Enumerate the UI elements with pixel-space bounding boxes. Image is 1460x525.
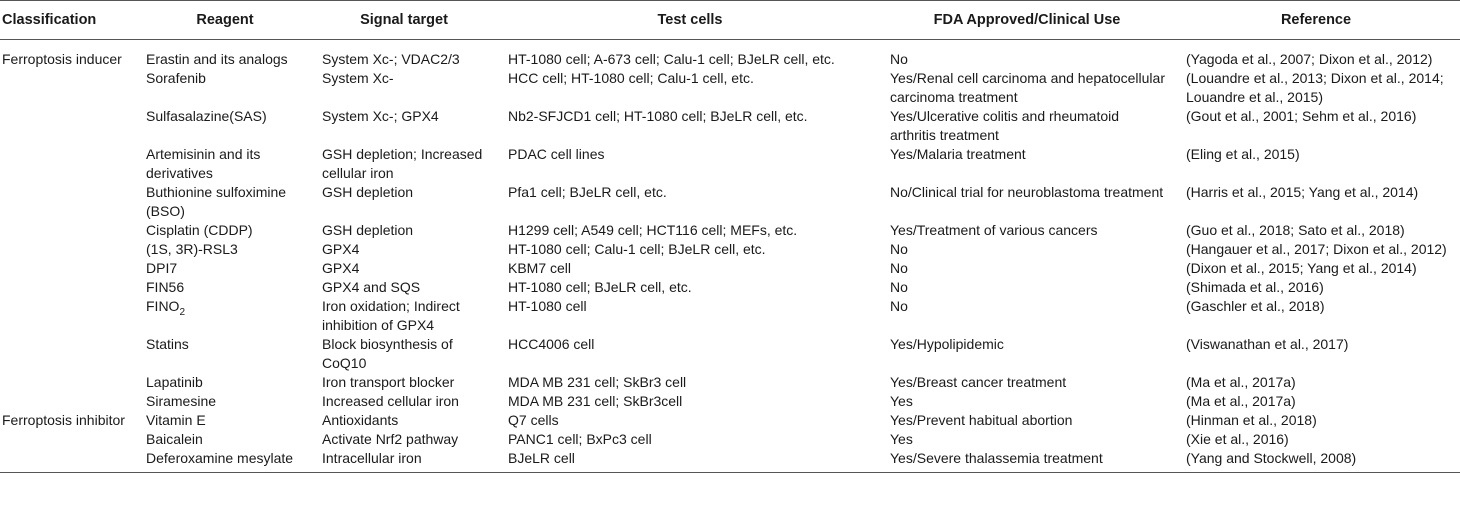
table-row: [0, 240, 1460, 259]
classification-cell: [0, 145, 140, 183]
test-cells-cell: [498, 40, 882, 70]
reagent-cell-text: Artemisinin and its derivatives: [146, 146, 261, 181]
fda-clinical-use-cell-text: No: [890, 260, 908, 276]
reference-cell: [1172, 411, 1460, 430]
test-cells-cell-text: Nb2-SFJCD1 cell; HT-1080 cell; BJeLR cell, etc.: [508, 108, 808, 124]
reference-cell-text: (Hangauer et al., 2017; Dixon et al., 2012): [1186, 241, 1447, 257]
reference-cell: [1172, 430, 1460, 449]
reference-cell: [1172, 335, 1460, 373]
signal-target-cell-text: GPX4 and SQS: [322, 279, 421, 295]
reference-cell: [1172, 297, 1460, 335]
header-row: [0, 1, 1460, 40]
fda-clinical-use-cell-text: No: [890, 51, 908, 67]
reagent-cell: [140, 221, 310, 240]
signal-target-cell: [310, 259, 498, 278]
table-row: [0, 183, 1460, 221]
header-classification: Classification: [0, 1, 140, 40]
classification-cell: [0, 221, 140, 240]
reference-cell-text: (Viswanathan et al., 2017): [1186, 336, 1349, 352]
reagent-subscript: 2: [179, 306, 186, 318]
reference-cell: [1172, 183, 1460, 221]
fda-clinical-use-cell: [882, 335, 1172, 373]
test-cells-cell-text: BJeLR cell: [508, 450, 575, 466]
reagent-cell: [140, 278, 310, 297]
table-row: [0, 107, 1460, 145]
reference-cell-text: (Yagoda et al., 2007; Dixon et al., 2012): [1186, 51, 1433, 67]
classification-cell: [0, 40, 140, 70]
header-reference: Reference: [1172, 1, 1460, 40]
fda-clinical-use-cell-text: No: [890, 279, 908, 295]
test-cells-cell-text: HCC4006 cell: [508, 336, 595, 352]
reference-cell-text: (Xie et al., 2016): [1186, 431, 1289, 447]
test-cells-cell: [498, 69, 882, 107]
test-cells-cell: [498, 335, 882, 373]
fda-clinical-use-cell: [882, 430, 1172, 449]
classification-cell: [0, 240, 140, 259]
reagent-cell-text: DPI7: [146, 260, 178, 276]
header-fda-clinical-use: FDA Approved/Clinical Use: [882, 1, 1172, 40]
reagent-cell: [140, 69, 310, 107]
fda-clinical-use-cell: [882, 278, 1172, 297]
reagent-cell-text: Cisplatin (CDDP): [146, 222, 253, 238]
table-header: [0, 1, 1460, 40]
test-cells-cell: [498, 392, 882, 411]
fda-clinical-use-cell-text: Yes/Ulcerative colitis and rheumatoid arthritis treatment: [890, 108, 1120, 143]
signal-target-cell-text: Increased cellular iron: [322, 393, 459, 409]
table-row: [0, 430, 1460, 449]
test-cells-cell-text: H1299 cell; A549 cell; HCT116 cell; MEFs, etc.: [508, 222, 798, 238]
classification-cell: [0, 107, 140, 145]
test-cells-cell-text: PANC1 cell; BxPc3 cell: [508, 431, 652, 447]
signal-target-cell: [310, 240, 498, 259]
fda-clinical-use-cell-text: No: [890, 241, 908, 257]
reference-cell-text: (Louandre et al., 2013; Dixon et al., 2014; Louandre et al., 2015): [1186, 70, 1444, 105]
signal-target-cell: [310, 430, 498, 449]
reagent-cell-text: Sulfasalazine(SAS): [146, 108, 267, 124]
reference-cell: [1172, 278, 1460, 297]
table-row: [0, 297, 1460, 335]
table-row: [0, 411, 1460, 430]
classification-cell: [0, 430, 140, 449]
reference-cell: [1172, 145, 1460, 183]
reagent-cell-text: Deferoxamine mesylate: [146, 450, 294, 466]
fda-clinical-use-cell-text: Yes/Breast cancer treatment: [890, 374, 1067, 390]
reference-cell: [1172, 221, 1460, 240]
signal-target-cell-text: GPX4: [322, 260, 360, 276]
signal-target-cell: [310, 278, 498, 297]
reagent-cell: [140, 40, 310, 70]
fda-clinical-use-cell: [882, 411, 1172, 430]
test-cells-cell-text: HCC cell; HT-1080 cell; Calu-1 cell, etc.: [508, 70, 754, 86]
reference-cell-text: (Guo et al., 2018; Sato et al., 2018): [1186, 222, 1405, 238]
signal-target-cell-text: GSH depletion; Increased cellular iron: [322, 146, 483, 181]
fda-clinical-use-cell: [882, 221, 1172, 240]
signal-target-cell: [310, 145, 498, 183]
table-body: [0, 40, 1460, 473]
header-signal-target: Signal target: [310, 1, 498, 40]
test-cells-cell-text: HT-1080 cell; BJeLR cell, etc.: [508, 279, 692, 295]
reagent-cell: [140, 297, 310, 335]
test-cells-cell-text: MDA MB 231 cell; SkBr3 cell: [508, 374, 687, 390]
signal-target-cell-text: Iron transport blocker: [322, 374, 455, 390]
reagent-cell: [140, 449, 310, 473]
signal-target-cell-text: Activate Nrf2 pathway: [322, 431, 459, 447]
reference-cell-text: (Gaschler et al., 2018): [1186, 298, 1325, 314]
signal-target-cell: [310, 449, 498, 473]
table-row: [0, 221, 1460, 240]
fda-clinical-use-cell-text: Yes: [890, 431, 913, 447]
reagent-cell-text: Vitamin E: [146, 412, 206, 428]
signal-target-cell: [310, 335, 498, 373]
reagent-cell-text: Buthionine sulfoximine (BSO): [146, 184, 287, 219]
table-row: [0, 449, 1460, 473]
reagent-cell-text: Statins: [146, 336, 189, 352]
fda-clinical-use-cell: [882, 297, 1172, 335]
table-row: [0, 335, 1460, 373]
reagent-cell-text: FINO: [146, 298, 180, 314]
test-cells-cell-text: HT-1080 cell; A-673 cell; Calu-1 cell; BJeLR cell, etc.: [508, 51, 835, 67]
reference-cell-text: (Dixon et al., 2015; Yang et al., 2014): [1186, 260, 1417, 276]
test-cells-cell: [498, 411, 882, 430]
classification-cell: [0, 69, 140, 107]
test-cells-cell: [498, 240, 882, 259]
test-cells-cell-text: PDAC cell lines: [508, 146, 605, 162]
fda-clinical-use-cell-text: No/Clinical trial for neuroblastoma treatment: [890, 184, 1164, 200]
header-test-cells: Test cells: [498, 1, 882, 40]
fda-clinical-use-cell-text: Yes/Severe thalassemia treatment: [890, 450, 1103, 466]
signal-target-cell: [310, 183, 498, 221]
signal-target-cell-text: GPX4: [322, 241, 360, 257]
reagent-cell: [140, 411, 310, 430]
classification-cell: [0, 335, 140, 373]
table-row: [0, 259, 1460, 278]
signal-target-cell-text: Antioxidants: [322, 412, 399, 428]
fda-clinical-use-cell-text: Yes: [890, 393, 913, 409]
fda-clinical-use-cell-text: Yes/Malaria treatment: [890, 146, 1026, 162]
test-cells-cell: [498, 430, 882, 449]
classification-cell: [0, 183, 140, 221]
classification-cell: [0, 449, 140, 473]
classification-cell-text: Ferroptosis inhibitor: [2, 412, 125, 428]
reference-cell: [1172, 259, 1460, 278]
fda-clinical-use-cell: [882, 259, 1172, 278]
fda-clinical-use-cell: [882, 449, 1172, 473]
reference-cell-text: (Yang and Stockwell, 2008): [1186, 450, 1357, 466]
fda-clinical-use-cell-text: Yes/Renal cell carcinoma and hepatocellular carcinoma treatment: [890, 70, 1165, 105]
fda-clinical-use-cell: [882, 145, 1172, 183]
reagent-cell-text: Siramesine: [146, 393, 217, 409]
reagent-cell-text: Baicalein: [146, 431, 203, 447]
test-cells-cell: [498, 259, 882, 278]
reference-cell-text: (Hinman et al., 2018): [1186, 412, 1317, 428]
reference-cell-text: (Harris et al., 2015; Yang et al., 2014): [1186, 184, 1419, 200]
table-row: [0, 392, 1460, 411]
reference-cell: [1172, 449, 1460, 473]
reference-cell-text: (Gout et al., 2001; Sehm et al., 2016): [1186, 108, 1417, 124]
classification-cell: [0, 373, 140, 392]
test-cells-cell: [498, 145, 882, 183]
fda-clinical-use-cell-text: No: [890, 298, 908, 314]
classification-cell: [0, 411, 140, 430]
fda-clinical-use-cell-text: Yes/Treatment of various cancers: [890, 222, 1098, 238]
test-cells-cell: [498, 297, 882, 335]
signal-target-cell: [310, 297, 498, 335]
test-cells-cell-text: KBM7 cell: [508, 260, 572, 276]
fda-clinical-use-cell-text: Yes/Hypolipidemic: [890, 336, 1004, 352]
fda-clinical-use-cell: [882, 69, 1172, 107]
fda-clinical-use-cell: [882, 107, 1172, 145]
table-row: [0, 145, 1460, 183]
fda-clinical-use-cell: [882, 240, 1172, 259]
classification-cell-text: Ferroptosis inducer: [2, 51, 122, 67]
signal-target-cell: [310, 221, 498, 240]
test-cells-cell-text: Q7 cells: [508, 412, 559, 428]
reference-cell: [1172, 107, 1460, 145]
reference-cell: [1172, 69, 1460, 107]
classification-cell: [0, 392, 140, 411]
signal-target-cell-text: Block biosynthesis of CoQ10: [322, 336, 453, 371]
table-row: [0, 69, 1460, 107]
signal-target-cell-text: Iron oxidation; Indirect inhibition of GPX4: [322, 298, 460, 333]
reference-cell-text: (Ma et al., 2017a): [1186, 374, 1296, 390]
test-cells-cell-text: HT-1080 cell; Calu-1 cell; BJeLR cell, etc.: [508, 241, 766, 257]
test-cells-cell: [498, 449, 882, 473]
reference-cell-text: (Shimada et al., 2016): [1186, 279, 1324, 295]
table-row: [0, 373, 1460, 392]
test-cells-cell-text: Pfa1 cell; BJeLR cell, etc.: [508, 184, 667, 200]
signal-target-cell-text: GSH depletion: [322, 222, 414, 238]
header-reagent: Reagent: [140, 1, 310, 40]
signal-target-cell-text: GSH depletion: [322, 184, 414, 200]
signal-target-cell: [310, 411, 498, 430]
signal-target-cell-text: System Xc-; GPX4: [322, 108, 439, 124]
reagent-cell: [140, 107, 310, 145]
reagent-cell-text: Sorafenib: [146, 70, 206, 86]
classification-cell: [0, 259, 140, 278]
table-row: [0, 278, 1460, 297]
test-cells-cell-text: HT-1080 cell: [508, 298, 587, 314]
signal-target-cell: [310, 40, 498, 70]
reference-cell-text: (Ma et al., 2017a): [1186, 393, 1296, 409]
reagent-cell-text: Lapatinib: [146, 374, 203, 390]
signal-target-cell-text: System Xc-; VDAC2/3: [322, 51, 460, 67]
signal-target-cell: [310, 107, 498, 145]
fda-clinical-use-cell: [882, 373, 1172, 392]
signal-target-cell-text: Intracellular iron: [322, 450, 422, 466]
reagent-cell-text: FIN56: [146, 279, 185, 295]
reagent-cell: [140, 183, 310, 221]
reference-cell-text: (Eling et al., 2015): [1186, 146, 1300, 162]
test-cells-cell: [498, 183, 882, 221]
signal-target-cell: [310, 373, 498, 392]
fda-clinical-use-cell-text: Yes/Prevent habitual abortion: [890, 412, 1073, 428]
reference-cell: [1172, 392, 1460, 411]
fda-clinical-use-cell: [882, 392, 1172, 411]
reagent-cell: [140, 240, 310, 259]
test-cells-cell: [498, 107, 882, 145]
reagent-cell-text: (1S, 3R)-RSL3: [146, 241, 238, 257]
classification-cell: [0, 297, 140, 335]
reference-cell: [1172, 373, 1460, 392]
signal-target-cell-text: System Xc-: [322, 70, 394, 86]
reagent-cell: [140, 430, 310, 449]
test-cells-cell-text: MDA MB 231 cell; SkBr3cell: [508, 393, 683, 409]
reference-cell: [1172, 240, 1460, 259]
signal-target-cell: [310, 392, 498, 411]
signal-target-cell: [310, 69, 498, 107]
reagent-cell-text: Erastin and its analogs: [146, 51, 288, 67]
reagent-cell: [140, 335, 310, 373]
test-cells-cell: [498, 221, 882, 240]
table-row: [0, 40, 1460, 70]
reagent-cell: [140, 145, 310, 183]
fda-clinical-use-cell: [882, 183, 1172, 221]
classification-cell: [0, 278, 140, 297]
reagent-cell: [140, 259, 310, 278]
test-cells-cell: [498, 373, 882, 392]
reagent-cell: [140, 373, 310, 392]
reference-cell: [1172, 40, 1460, 70]
reagent-cell: [140, 392, 310, 411]
test-cells-cell: [498, 278, 882, 297]
fda-clinical-use-cell: [882, 40, 1172, 70]
